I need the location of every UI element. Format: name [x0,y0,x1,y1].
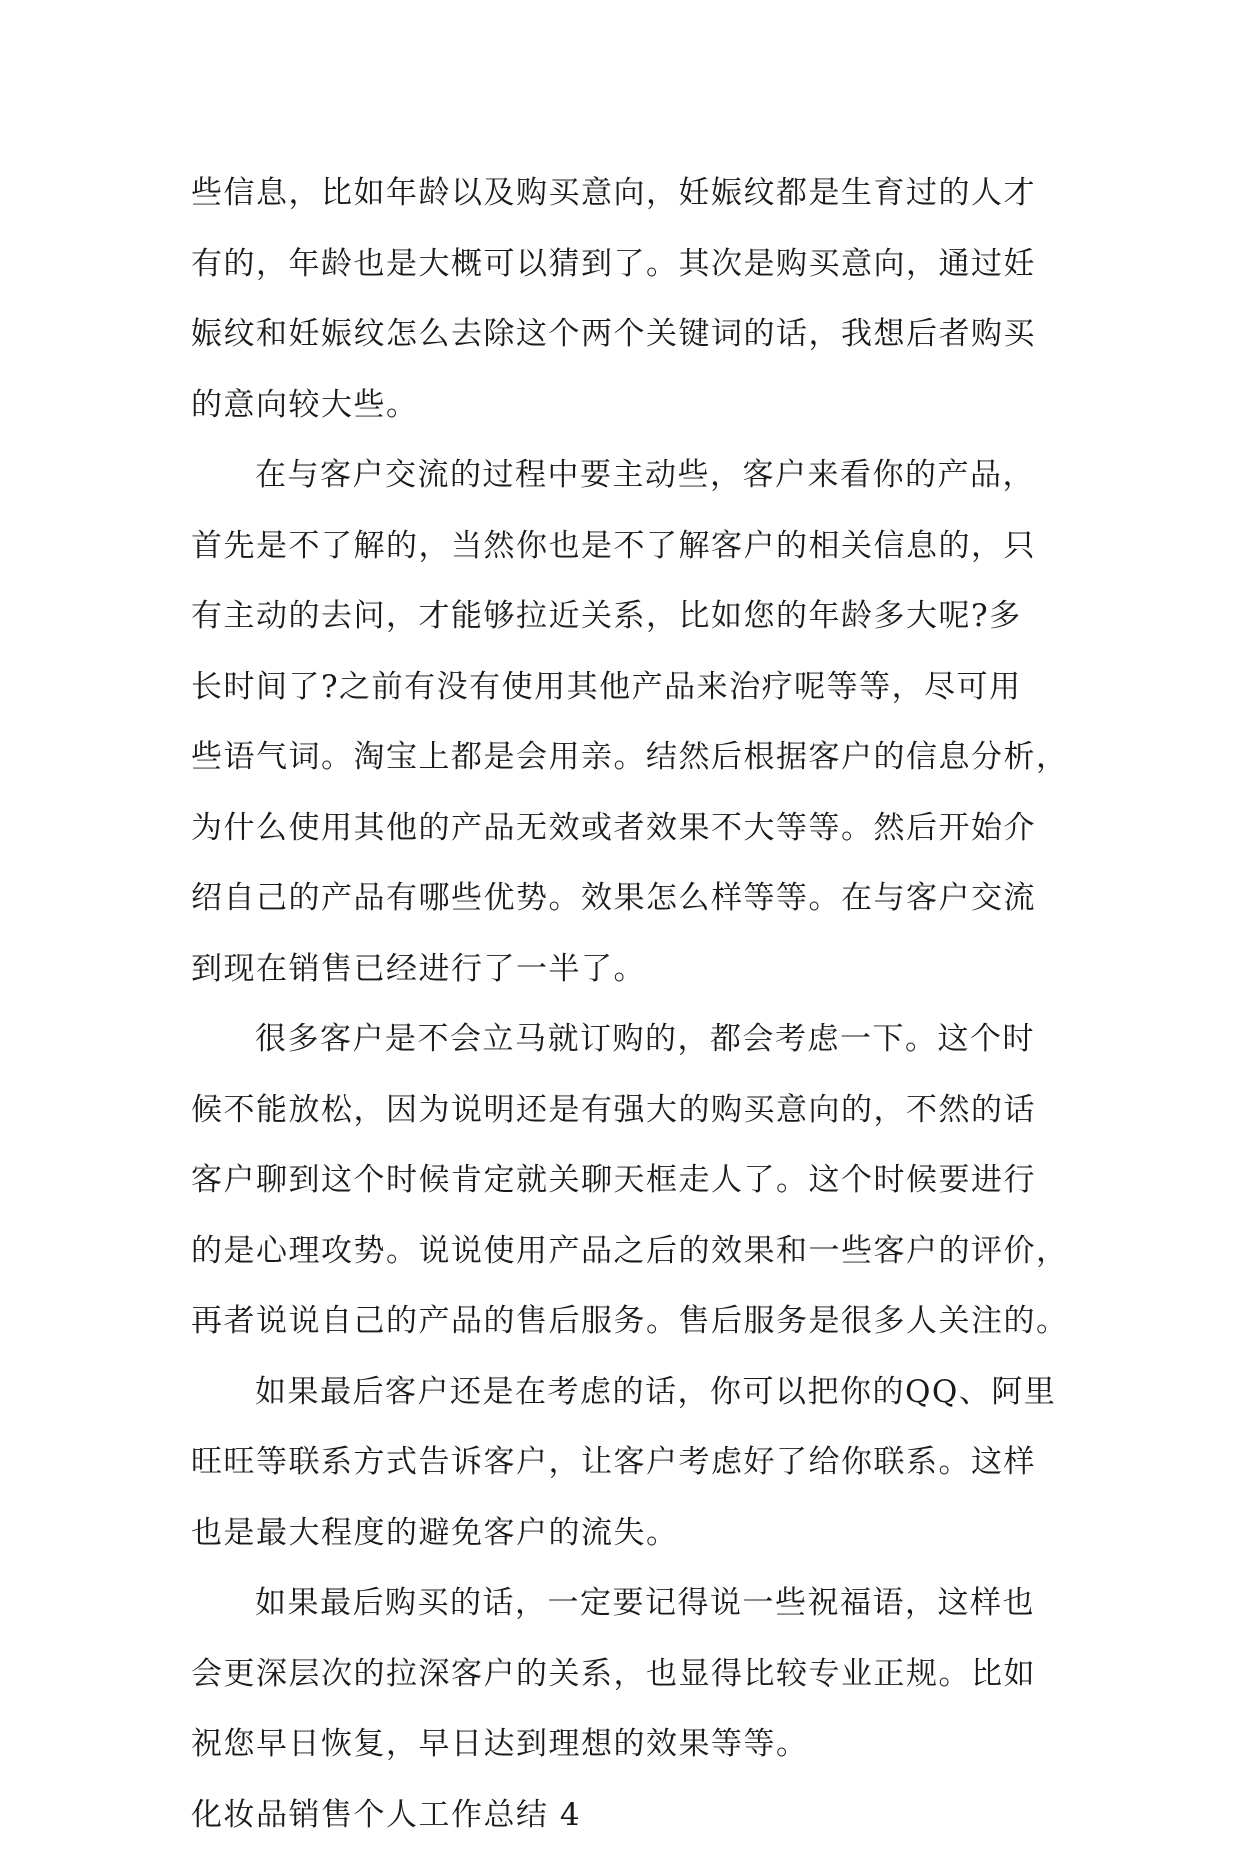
text-line: 有的，年龄也是大概可以猜到了。其次是购买意向，通过妊 [191,229,1051,300]
section-heading: 化妆品销售个人工作总结 4 [191,1780,1051,1850]
paragraph-first-line: 在与客户交流的过程中要主动些，客户来看你的产品， [191,440,1051,511]
text-line: 候不能放松，因为说明还是有强大的购买意向的，不然的话 [191,1075,1051,1146]
text-line: 客户聊到这个时候肯定就关聊天框走人了。这个时候要进行 [191,1145,1051,1216]
text-line: 长时间了?之前有没有使用其他产品来治疗呢等等，尽可用 [191,652,1051,723]
text-line: 娠纹和妊娠纹怎么去除这个两个关键词的话，我想后者购买 [191,299,1051,370]
text-line: 到现在销售已经进行了一半了。 [191,934,1051,1005]
text-line: 绍自己的产品有哪些优势。效果怎么样等等。在与客户交流 [191,863,1051,934]
text-line: 些信息，比如年龄以及购买意向，妊娠纹都是生育过的人才 [191,158,1051,229]
text-line: 为什么使用其他的产品无效或者效果不大等等。然后开始介 [191,793,1051,864]
paragraph-first-line: 如果最后购买的话，一定要记得说一些祝福语，这样也 [191,1568,1051,1639]
paragraph-first-line: 如果最后客户还是在考虑的话，你可以把你的QQ、阿里 [191,1357,1051,1428]
text-line: 些语气词。淘宝上都是会用亲。结然后根据客户的信息分析， [191,722,1051,793]
text-line: 也是最大程度的避免客户的流失。 [191,1498,1051,1569]
text-line: 祝您早日恢复，早日达到理想的效果等等。 [191,1709,1051,1780]
text-line: 再者说说自己的产品的售后服务。售后服务是很多人关注的。 [191,1286,1051,1357]
text-line: 旺旺等联系方式告诉客户，让客户考虑好了给你联系。这样 [191,1427,1051,1498]
text-line: 首先是不了解的，当然你也是不了解客户的相关信息的，只 [191,511,1051,582]
paragraph-first-line: 很多客户是不会立马就订购的，都会考虑一下。这个时 [191,1004,1051,1075]
text-line: 的意向较大些。 [191,370,1051,441]
text-line: 的是心理攻势。说说使用产品之后的效果和一些客户的评价， [191,1216,1051,1287]
text-line: 会更深层次的拉深客户的关系，也显得比较专业正规。比如 [191,1639,1051,1710]
text-line: 有主动的去问，才能够拉近关系，比如您的年龄多大呢?多 [191,581,1051,652]
document-body [191,158,1051,1850]
